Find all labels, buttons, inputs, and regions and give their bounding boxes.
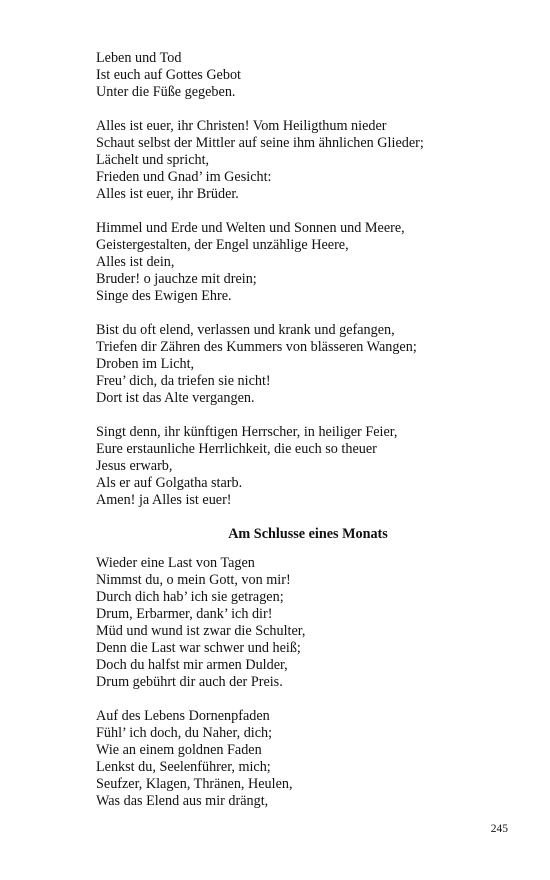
verse-line: Als er auf Golgatha starb.: [96, 475, 243, 491]
verse-line: Auf des Lebens Dornenpfaden: [96, 708, 270, 724]
stanza: [96, 555, 516, 691]
verse-line: Droben im Licht,: [96, 356, 195, 372]
verse-line: Leben und Tod: [96, 50, 182, 66]
page-number: 245: [490, 823, 508, 835]
verse-line: Alles ist euer, ihr Brüder.: [96, 186, 239, 202]
verse-line: Lenkst du, Seelenführer, mich;: [96, 759, 271, 775]
stanza: [96, 50, 516, 101]
verse-line: Alles ist dein,: [96, 254, 175, 270]
verse-line: Was das Elend aus mir drängt,: [96, 793, 269, 809]
verse-line: Himmel und Erde und Welten und Sonnen und Meere,: [96, 220, 405, 236]
verse-line: Geistergestalten, der Engel unzählige Heere,: [96, 237, 349, 253]
verse-line: Bruder! o jauchze mit drein;: [96, 271, 257, 287]
verse-line: Wie an einem goldnen Faden: [96, 742, 262, 758]
verse-line: Frieden und Gnad’ im Gesicht:: [96, 169, 272, 185]
verse-line: Müd und wund ist zwar die Schulter,: [96, 623, 306, 639]
stanza: [96, 424, 516, 509]
verse-line: Ist euch auf Gottes Gebot: [96, 67, 241, 83]
verse-line: Triefen dir Zähren des Kummers von blässeren Wangen;: [96, 339, 417, 355]
verse-line: Jesus erwarb,: [96, 458, 173, 474]
verse-line: Lächelt und spricht,: [96, 152, 210, 168]
stanza: [96, 220, 516, 305]
stanza: [96, 708, 516, 810]
verse-line: Drum gebührt dir auch der Preis.: [96, 674, 283, 690]
verse-line: Bist du oft elend, verlassen und krank und gefangen,: [96, 322, 395, 338]
poem-title: Am Schlusse eines Monats: [228, 526, 388, 542]
stanza: [96, 118, 516, 203]
verse-line: Eure erstaunliche Herrlichkeit, die euch so theuer: [96, 441, 377, 457]
poem-text: [96, 50, 516, 827]
verse-line: Durch dich hab’ ich sie getragen;: [96, 589, 284, 605]
stanza: [96, 322, 516, 407]
verse-line: Nimmst du, o mein Gott, von mir!: [96, 572, 291, 588]
verse-line: Seufzer, Klagen, Thränen, Heulen,: [96, 776, 293, 792]
verse-line: Denn die Last war schwer und heiß;: [96, 640, 301, 656]
verse-line: Alles ist euer, ihr Christen! Vom Heiligthum nieder: [96, 118, 387, 134]
verse-line: Amen! ja Alles ist euer!: [96, 492, 232, 508]
verse-line: Dort ist das Alte vergangen.: [96, 390, 255, 406]
verse-line: Singt denn, ihr künftigen Herrscher, in heiliger Feier,: [96, 424, 398, 440]
verse-line: Schaut selbst der Mittler auf seine ihm ähnlichen Glieder;: [96, 135, 424, 151]
verse-line: Wieder eine Last von Tagen: [96, 555, 255, 571]
verse-line: Drum, Erbarmer, dank’ ich dir!: [96, 606, 273, 622]
verse-line: Singe des Ewigen Ehre.: [96, 288, 232, 304]
verse-line: Doch du halfst mir armen Dulder,: [96, 657, 288, 673]
verse-line: Unter die Füße gegeben.: [96, 84, 236, 100]
verse-line: Freu’ dich, da triefen sie nicht!: [96, 373, 271, 389]
verse-line: Fühl’ ich doch, du Naher, dich;: [96, 725, 273, 741]
